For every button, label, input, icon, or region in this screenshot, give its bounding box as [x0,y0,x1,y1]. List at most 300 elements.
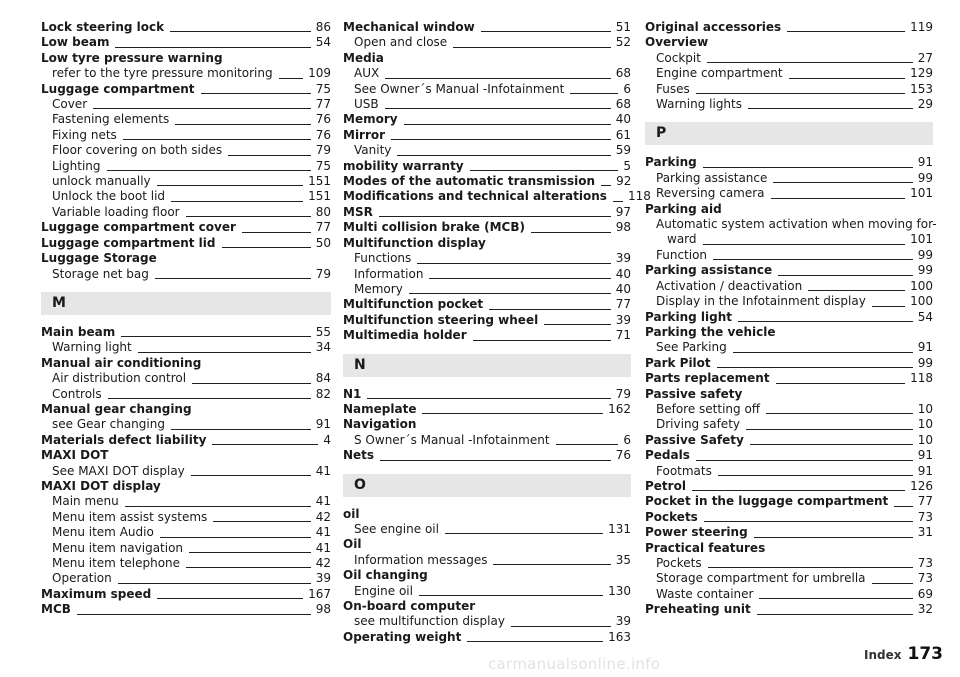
leader-line [155,278,311,279]
entry-text: Fixing nets [52,127,117,142]
index-subentry [41,387,331,402]
entry-text: Driving safety [656,417,740,432]
entry-text: See Parking [656,340,727,355]
page-reference: 39 [615,312,631,327]
entry-text: Parking light [645,309,732,324]
leader-line [738,321,913,322]
entry-text: Menu item telephone [52,556,181,570]
page-reference: 167 [308,586,331,601]
page-reference: 119 [910,20,933,34]
index-entry [41,20,331,35]
index-subentry [645,587,933,602]
leader-line [556,444,619,445]
leader-line [409,293,611,294]
page-reference: 75 [315,158,331,173]
index-subentry [645,556,933,571]
page-reference: 41 [315,494,331,509]
index-subentry [343,35,631,50]
entry-text: Multifunction pocket [343,297,484,312]
entry-text: Memory [343,112,398,127]
entry-text: Before setting off [656,401,761,416]
index-subentry [41,371,331,386]
page-reference: 162 [608,401,631,416]
leader-line [696,93,905,94]
page-reference: 76 [315,112,331,127]
index-heading: Parking the vehicle [645,324,776,339]
index-subentry [343,282,631,297]
page-reference: 153 [910,81,933,96]
index-entry [41,325,331,340]
index-subentry [343,97,631,112]
index-entry [41,82,331,97]
entry-text: Reversing camera [656,186,765,201]
page-reference: 51 [615,20,631,34]
page-reference: 76 [315,127,331,142]
entry-text: Materials defect liability [41,432,207,447]
index-subentry [645,294,933,309]
entry-text: Lock steering lock [41,20,165,34]
letter-heading-m: M [41,292,331,315]
entry-text: Pedals [645,448,690,463]
leader-line [222,247,311,248]
page-reference: 91 [315,417,331,432]
index-entry [645,356,933,371]
leader-line [419,595,603,596]
entry-text: Preheating unit [645,602,751,617]
entry-text: Pocket in the luggage compartment [645,494,889,509]
leader-line [175,124,311,125]
leader-line [93,108,311,109]
index-subentry [343,553,631,568]
leader-line [404,124,611,125]
leader-line [77,614,311,615]
entry-text: Activation / deactivation [656,278,803,293]
leader-line [544,324,611,325]
entry-text: Pockets [656,556,702,570]
index-heading: Oil changing [343,568,428,583]
entry-text: Multifunction steering wheel [343,312,539,327]
leader-line [279,78,303,79]
index-subentry [343,584,631,599]
page-reference: 99 [917,247,933,262]
entry-text: Fuses [656,81,690,96]
index-entry [41,587,331,602]
index-subentry [645,464,933,479]
entry-text: unlock manually [52,174,151,189]
index-subentry [645,66,933,81]
index-subentry [41,556,331,571]
index-subentry [41,541,331,556]
page-reference: 39 [615,251,631,266]
index-subentry [41,128,331,143]
leader-line [872,306,905,307]
entry-text: Display in the Infotainment display [656,294,866,309]
leader-line [170,31,311,32]
leader-line [157,185,303,186]
index-subentry [343,433,631,448]
index-entry [343,174,631,189]
entry-text: see Gear changing [52,417,165,432]
entry-text: Mechanical window [343,20,475,34]
index-entry [343,112,631,127]
page-reference: 42 [315,556,331,570]
page-reference: 91 [917,463,933,478]
index-heading: Practical features [645,540,766,555]
entry-text: Luggage compartment [41,81,195,96]
entry-text: MCB [41,602,71,617]
page-reference: 109 [308,66,331,81]
leader-line [385,108,611,109]
entry-text: Lighting [52,158,101,173]
entry-text: Open and close [354,35,448,50]
page-reference: 42 [315,509,331,524]
index-heading: Multifunction display [343,235,486,250]
index-entry [343,205,631,220]
entry-text: Footmats [656,463,712,478]
leader-line [367,398,610,399]
leader-line [380,460,611,461]
index-entry [343,297,631,312]
leader-line [489,309,611,310]
page-reference: 151 [308,174,331,189]
leader-line [417,263,610,264]
entry-text: Function [656,247,708,262]
leader-line [750,444,913,445]
index-subentry [645,279,933,294]
page-reference: 27 [917,50,933,65]
index-subentry [645,97,933,112]
index-heading: Navigation [343,417,417,432]
leader-line [733,352,913,353]
page-reference: 99 [917,263,933,278]
index-entry [645,263,933,278]
page-reference: 41 [315,525,331,540]
leader-line [778,275,913,276]
entry-text: Memory [354,281,403,296]
index-entry [343,448,631,463]
entry-text: Main beam [41,324,116,339]
entry-text: mobility warranty [343,158,464,173]
leader-line [703,167,913,168]
leader-line [473,340,611,341]
page-reference: 91 [917,155,933,170]
page-reference: 29 [917,97,933,112]
leader-line [773,182,912,183]
leader-line [789,78,906,79]
entry-text: MSR [343,204,373,219]
entry-text: USB [354,97,379,112]
page-reference: 98 [315,602,331,617]
leader-line [894,506,912,507]
leader-line [213,521,310,522]
entry-text: Mirror [343,127,386,142]
page-reference: 39 [615,614,631,629]
page-reference: 10 [917,432,933,447]
index-heading: Media [343,50,384,65]
page-reference: 129 [910,66,933,81]
leader-line [138,352,311,353]
page-reference: 151 [308,189,331,204]
entry-text: Air distribution control [52,371,187,386]
page-reference: 71 [615,328,631,343]
leader-line [470,170,619,171]
index-subentry [343,66,631,81]
page-reference: 40 [615,266,631,281]
leader-line [613,201,623,202]
index-entry [645,602,933,617]
entry-text: Storage compartment for umbrella [656,571,866,586]
page-reference: 34 [315,340,331,355]
index-entry [343,328,631,343]
leader-line [746,429,913,430]
entry-text: N1 [343,386,362,401]
leader-line [228,155,311,156]
entry-text: Parking assistance [645,263,773,278]
entry-text: S Owner´s Manual -Infotainment [354,432,550,447]
entry-text: Variable loading floor [52,204,180,219]
letter-heading-n: N [343,354,631,377]
index-subentry [41,66,331,81]
index-subentry [645,186,933,201]
entry-text: AUX [354,66,380,81]
leader-line [601,185,611,186]
index-subentry [41,112,331,127]
page-reference: 118 [627,189,651,204]
index-subentry [41,143,331,158]
leader-line [201,93,311,94]
leader-line [125,506,311,507]
index-entry [343,128,631,143]
leader-line [757,614,913,615]
entry-text: Parking [645,155,697,170]
leader-line [771,198,906,199]
page-reference: 40 [615,281,631,296]
page-reference: 75 [315,81,331,96]
page-reference: 163 [608,629,631,644]
index-entry [343,313,631,328]
index-heading: Luggage Storage [41,251,157,266]
leader-line [123,139,311,140]
entry-text: Parking assistance [656,170,768,185]
page-reference: 91 [917,340,933,355]
page-reference: 98 [615,220,631,235]
page-reference: 68 [615,97,631,112]
leader-line [787,31,905,32]
entry-text: Original accessories [645,20,782,34]
index-entry [645,494,933,509]
entry-text: Park Pilot [645,355,711,370]
entry-text: Nameplate [343,401,417,416]
index-subentry [343,143,631,158]
entry-text: Controls [52,386,102,401]
index-entry [343,402,631,417]
leader-line [385,78,611,79]
entry-text: Waste container [656,586,754,601]
page-reference: 41 [315,463,331,478]
index-subentry [343,251,631,266]
page-footer [864,644,943,664]
entry-text: Operating weight [343,629,462,644]
index-subentry [645,232,933,247]
leader-line [192,383,311,384]
entry-text: Warning lights [656,97,742,112]
index-subentry [41,571,331,586]
leader-line [692,490,905,491]
index-entry [343,387,631,402]
page-reference: 68 [615,66,631,81]
index-subentry [41,340,331,355]
page-reference: 73 [917,571,933,586]
index-subentry [645,340,933,355]
letter-heading-o: O [343,474,631,497]
page-reference: 77 [917,494,933,509]
entry-text: Engine oil [354,583,413,598]
watermark: carmanualsonline.info [488,655,661,673]
index-heading: Overview [645,35,709,50]
leader-line [115,47,310,48]
leader-line [108,398,311,399]
leader-line [748,108,913,109]
page-reference: 55 [315,324,331,339]
page-reference: 126 [910,478,933,493]
leader-line [467,641,603,642]
index-heading: oil [343,506,360,521]
page-reference: 54 [917,309,933,324]
entry-text: Information messages [354,552,488,567]
entry-text: refer to the tyre pressure monitoring [52,66,273,81]
page-reference: 77 [315,220,331,235]
leader-line [708,567,913,568]
index-entry [343,189,651,204]
page-reference: 79 [315,266,331,281]
page-reference: 6 [623,432,631,447]
leader-line [212,444,318,445]
entry-text: Petrol [645,478,686,493]
page-reference: 86 [315,20,331,34]
index-entry [343,159,631,174]
leader-line [453,47,611,48]
entry-text: Modifications and technical alterations [343,189,607,204]
leader-line [872,583,913,584]
entry-text: Luggage compartment lid [41,235,216,250]
index-heading: Manual air conditioning [41,355,202,370]
page-reference: 59 [615,143,631,158]
page-reference: 31 [917,525,933,540]
index-entry [343,630,631,645]
index-subentry [41,494,331,509]
index-subentry [645,248,933,263]
leader-line [776,383,906,384]
index-subentry [645,51,933,66]
leader-line [703,244,906,245]
page-reference: 50 [315,235,331,250]
index-subentry [645,82,933,97]
index-heading: Manual gear changing [41,401,192,416]
index-heading: Low tyre pressure warning [41,50,223,65]
leader-line [570,93,618,94]
page-reference: 54 [315,35,331,50]
leader-line [511,626,611,627]
index-entry [645,510,933,525]
entry-text: Menu item navigation [52,540,184,555]
entry-text: Multi collision brake (MCB) [343,220,525,235]
leader-line [696,460,913,461]
leader-line [493,564,610,565]
index-column-1 [41,20,331,618]
leader-line [429,278,610,279]
page-reference: 32 [917,602,933,617]
index-subentry [41,510,331,525]
page-reference: 130 [608,583,631,598]
entry-text: ward [667,232,697,247]
index-entry [645,525,933,540]
index-entry [343,220,631,235]
page-reference: 82 [315,386,331,401]
entry-text: Storage net bag [52,266,149,281]
index-subentry [343,614,631,629]
page-reference: 77 [615,297,631,312]
page-reference: 5 [623,158,631,173]
page-reference: 100 [910,294,933,309]
index-subentry [41,525,331,540]
leader-line [121,336,311,337]
index-entry [645,310,933,325]
index-subentry [645,571,933,586]
index-subentry [645,402,933,417]
index-subentry [41,174,331,189]
index-entry [645,479,933,494]
leader-line [704,521,913,522]
entry-text: See engine oil [354,521,439,536]
page-reference: 40 [615,112,631,127]
page-reference: 77 [315,97,331,112]
page-reference: 101 [910,232,933,247]
index-entry [645,155,933,170]
entry-text: Nets [343,448,375,463]
page-reference: 6 [623,81,631,96]
leader-line [481,31,611,32]
entry-text: Vanity [354,143,392,158]
entry-text: Pockets [645,509,698,524]
index-entry [645,371,933,386]
leader-line [186,567,311,568]
index-subentry [41,189,331,204]
entry-text: Multimedia holder [343,328,467,343]
page-reference: 84 [315,371,331,386]
index-entry [645,433,933,448]
page-reference: 97 [615,204,631,219]
leader-line [191,475,311,476]
footer-section-label: Index [864,648,902,662]
leader-line [160,537,311,538]
index-entry [41,35,331,50]
entry-text: Fastening elements [52,112,170,127]
index-heading: On-board computer [343,599,476,613]
entry-text: Operation [52,571,112,586]
letter-heading-p: P [645,122,933,145]
index-entry [645,20,933,35]
page-reference: 52 [615,35,631,50]
index-entry [343,20,631,35]
index-subentry [41,97,331,112]
page-reference: 92 [616,174,632,189]
entry-text: See MAXI DOT display [52,463,185,478]
leader-line [397,155,610,156]
entry-text: Luggage compartment cover [41,220,236,235]
page-reference: 10 [917,401,933,416]
index-column-3 [645,20,937,618]
index-subentry [41,464,331,479]
